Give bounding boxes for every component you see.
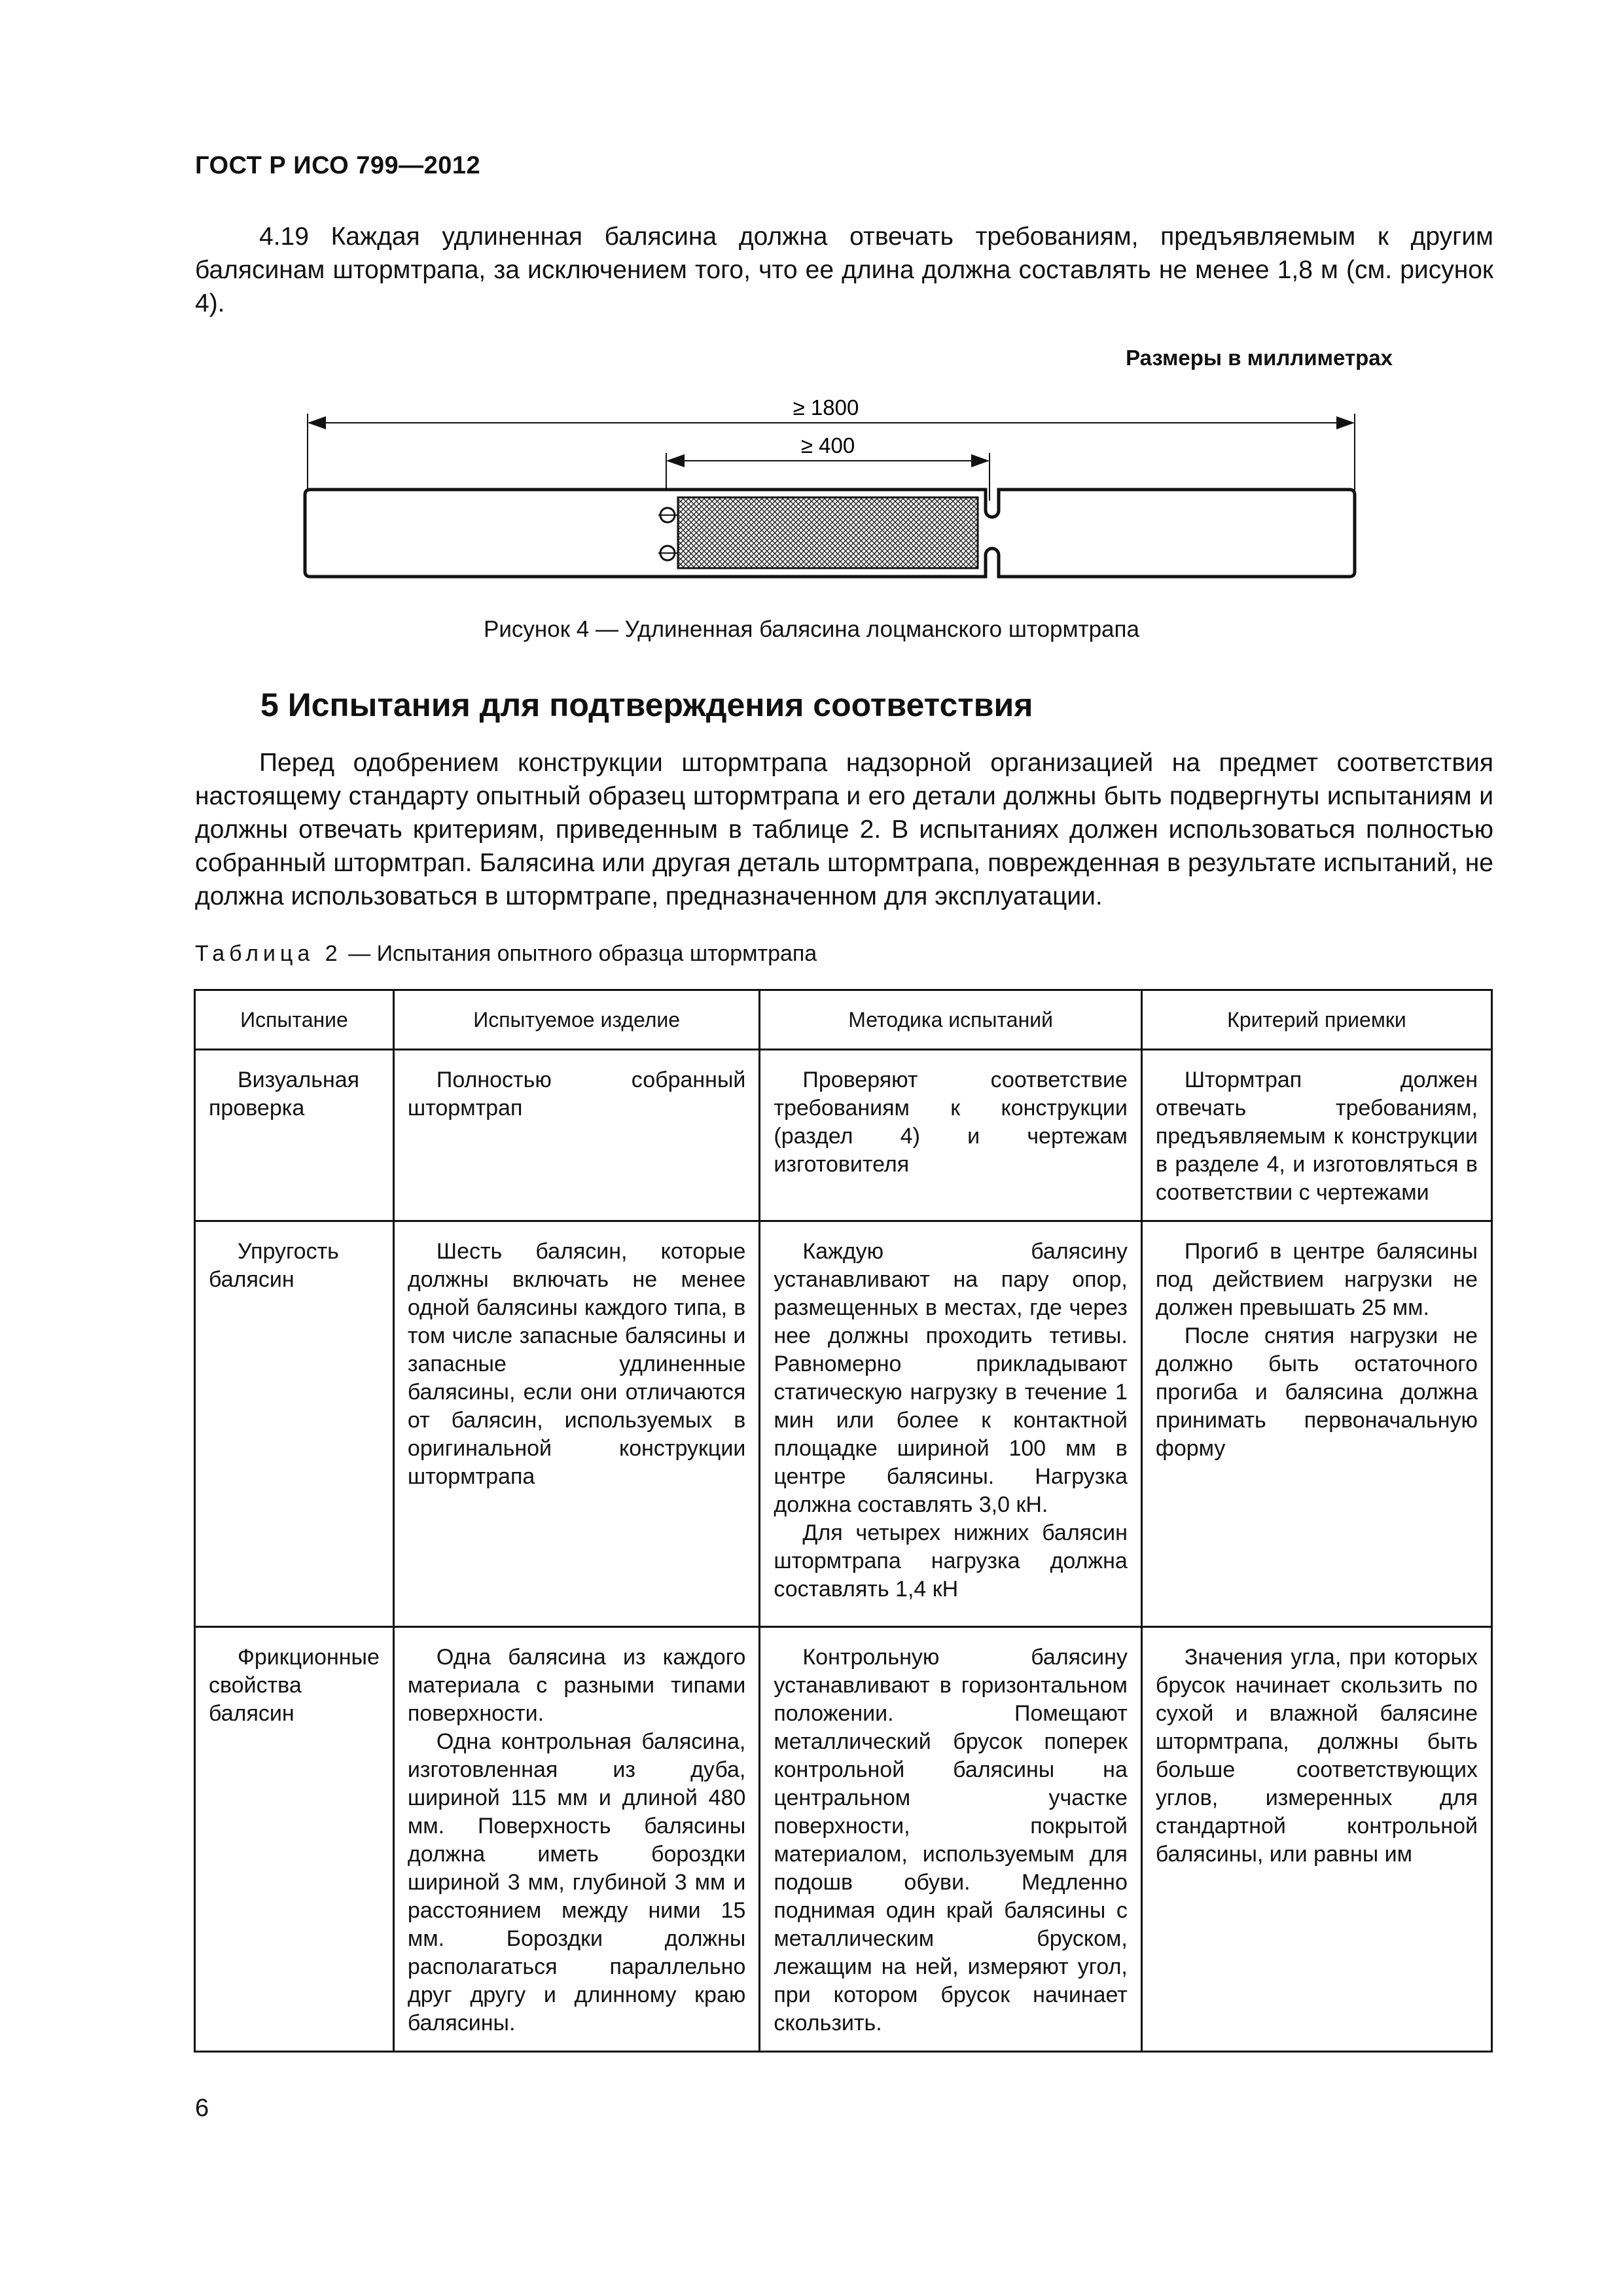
table-row bbox=[195, 1221, 1492, 1627]
cell-method: Каждую балясину устанавливают на пару опор, размещенных в местах, где через нее должны проходить тетивы. Равномерно прикладывают статическую нагрузку в течение 1 мин или более к контактной площадке шириной 100 мм в центре балясины. Нагрузка должна составлять 3,0 кН. bbox=[774, 1239, 1128, 1517]
header-test: Испытание bbox=[195, 990, 394, 1050]
cell-criteria: После снятия нагрузки не должно быть остаточного прогиба и балясина должна принимать первоначальную форму bbox=[1155, 1323, 1478, 1461]
cell-criteria: Значения угла, при которых брусок начинает скользить по сухой и влажной балясине штормтрапа, должны быть больше соответствующих углов, измеренных для стандартной контрольной балясины, или равны им bbox=[1155, 1645, 1478, 1867]
cell-item: Полностью собранный штормтрап bbox=[407, 1067, 746, 1121]
page-number: 6 bbox=[195, 2094, 209, 2122]
section-5-text: Перед одобрением конструкции штормтрапа надзорной организацией на предмет соответствия настоящему стандарту опытный образец штормтрапа и его детали должны быть подвергнуты испытаниям и должны отвечать критериям, приведенным в таблице 2. В испытаниях должен использоваться полностью собранный штормтрап. Балясина или другая деталь штормтрапа, поврежденная в результате испытаний, не должна использоваться в штормтрапе, предназначенном для эксплуатации. bbox=[195, 749, 1493, 910]
header-method: Методика испытаний bbox=[760, 990, 1141, 1050]
units-note: Размеры в миллиметрах bbox=[1126, 346, 1393, 370]
grip-area bbox=[678, 497, 978, 568]
cell-criteria: Прогиб в центре балясины под действием нагрузки не должен превышать 25 мм. bbox=[1155, 1239, 1478, 1320]
table-caption-label: Таблица 2 bbox=[195, 941, 342, 966]
paragraph-4-19 bbox=[195, 220, 1493, 320]
document-header: ГОСТ Р ИСО 799—2012 bbox=[195, 152, 481, 179]
table-caption-text: — Испытания опытного образца штормтрапа bbox=[342, 941, 817, 966]
table-caption bbox=[195, 941, 817, 967]
cell-method: Контрольную балясину устанавливают в горизонтальном положении. Помещают металлический брусок поперек контрольной балясины на центральном участке поверхности, покрытой материалом, используемым для подошв обуви. Медленно поднимая один край балясины с металлическим бруском, лежащим на ней, измеряют угол, при котором брусок начинает скользить. bbox=[774, 1645, 1128, 2036]
cell-method: Для четырех нижних балясин штормтрапа нагрузка должна составлять 1,4 кН bbox=[774, 1520, 1128, 1602]
figure-caption: Рисунок 4 — Удлиненная балясина лоцманского штормтрапа bbox=[484, 617, 1139, 642]
dim-label-total: ≥ 1800 bbox=[793, 395, 859, 420]
cell-method: Проверяют соответствие требованиям к конструкции (раздел 4) и чертежам изготовителя bbox=[774, 1067, 1128, 1177]
cell-test: Упругость балясин bbox=[209, 1239, 339, 1292]
table-row bbox=[195, 1627, 1492, 2052]
figure-4-drawing bbox=[288, 386, 1368, 602]
table-header-row bbox=[195, 990, 1492, 1050]
section-title: 5 Испытания для подтверждения соответствия bbox=[260, 687, 1033, 723]
cell-criteria: Штормтрап должен отвечать требованиям, предъявляемым к конструкции в разделе 4, и изготовляться в соответствии с чертежами bbox=[1155, 1067, 1478, 1205]
cell-test: Фрикционные свойства балясин bbox=[209, 1645, 380, 1726]
cell-item: Одна балясина из каждого материала с разными типами поверхности. bbox=[407, 1645, 746, 1726]
tests-table bbox=[194, 989, 1493, 2053]
header-item: Испытуемое изделие bbox=[393, 990, 759, 1050]
cell-item: Шесть балясин, которые должны включать не менее одной балясины каждого типа, в том числе запасные балясины и запасные удлиненные балясины, если они отличаются от балясин, используемых в оригинальной конструкции штормтрапа bbox=[407, 1239, 746, 1489]
table-row bbox=[195, 1050, 1492, 1221]
cell-test: Визуальная проверка bbox=[209, 1067, 360, 1121]
cell-item: Одна контрольная балясина, изготовленная из дуба, шириной 115 мм и длиной 480 мм. Поверхность балясины должна иметь бороздки шириной 3 мм, глубиной 3 мм и расстоянием между ними 15 мм. Бороздки должны располагаться параллельно друг другу и длинному краю балясины. bbox=[407, 1729, 746, 2036]
dim-label-grip: ≥ 400 bbox=[800, 433, 855, 457]
header-criteria: Критерий приемки bbox=[1141, 990, 1491, 1050]
section-5-paragraph bbox=[195, 746, 1493, 913]
paragraph-4-19-text: 4.19 Каждая удлиненная балясина должна отвечать требованиям, предъявляемым к другим балясинам штормтрапа, за исключением того, что ее длина должна составлять не менее 1,8 м (см. рисунок 4). bbox=[195, 223, 1493, 317]
